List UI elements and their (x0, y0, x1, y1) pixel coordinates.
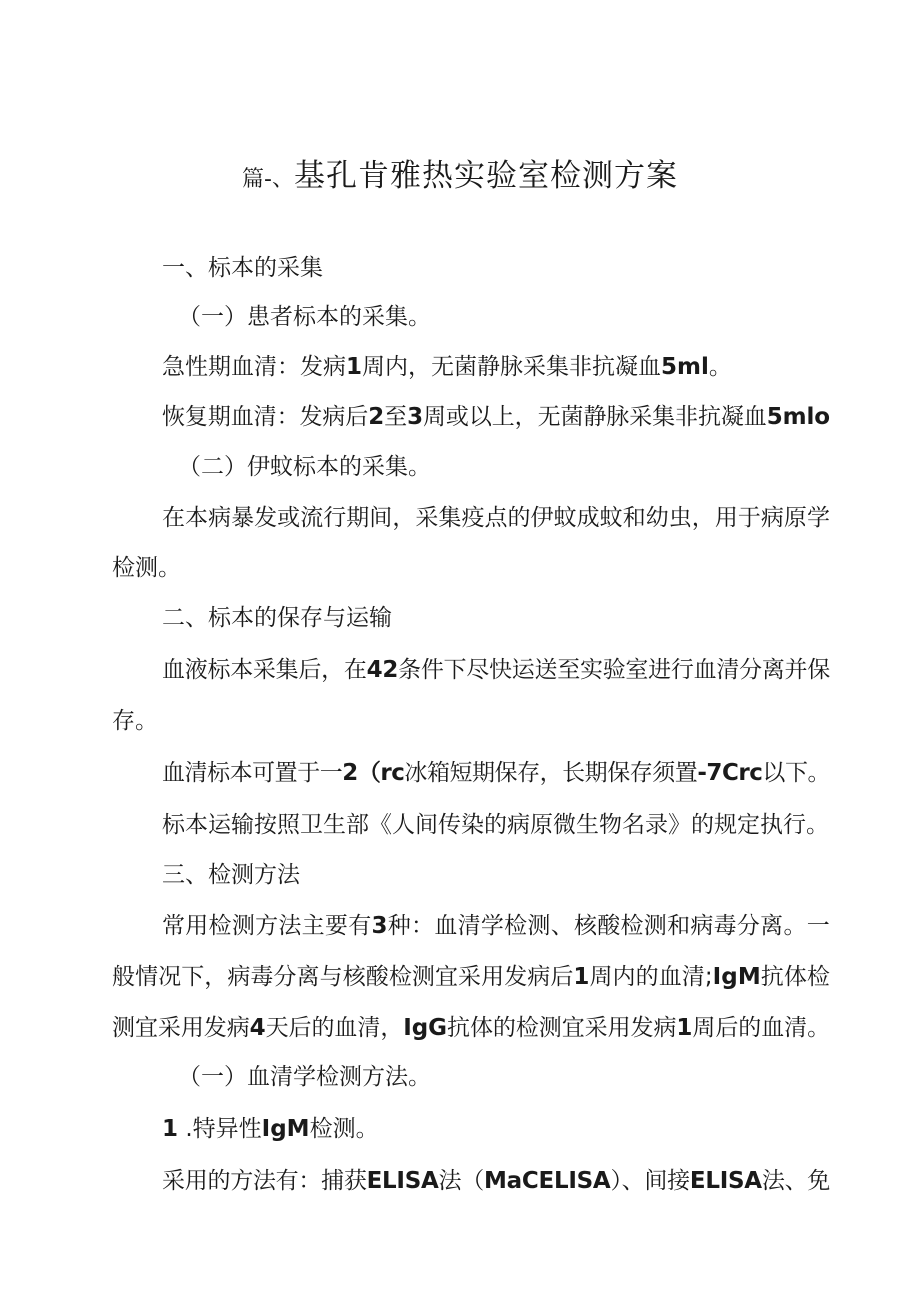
text-line (178, 1062, 431, 1092)
text-segment: 1 (162, 1116, 179, 1142)
text-segment: 常用检测方法主要有 (162, 913, 372, 939)
text-segment: 周或以上，无菌静脉采集非抗凝血 (423, 404, 767, 430)
text-segment: . (178, 1116, 193, 1142)
text-line (162, 758, 830, 788)
text-segment: 3 (371, 913, 388, 939)
text-segment: 特异性 (192, 1116, 262, 1142)
text-segment: 采用的方法有：捕获 (162, 1168, 367, 1194)
text-line (162, 402, 830, 432)
text-segment: 法、免 (761, 1168, 831, 1194)
text-segment: 天后的血清， (265, 1015, 404, 1041)
text-segment: 以下。 (762, 760, 831, 786)
text-line (162, 911, 830, 941)
text-segment: 1 (346, 354, 363, 380)
text-segment: 二、标本的保存与运输 (162, 605, 392, 631)
text-segment: （二）伊蚊标本的采集。 (178, 454, 431, 480)
text-segment: （一）血清学检测方法。 (178, 1064, 431, 1090)
text-segment: 标本运输按照卫生部《人间传染的病原微生物名录》的规定执行。 (162, 812, 829, 838)
text-segment: 存。 (112, 708, 158, 734)
text-segment: 测宜采用发病 (112, 1015, 250, 1041)
document-title (0, 150, 920, 195)
text-segment: 般情况下，病毒分离与核酸检测宜采用发病后 (112, 964, 574, 990)
text-segment: 三、检测方法 (162, 862, 300, 888)
text-segment: 抗体检 (760, 964, 830, 990)
text-segment: 冰箱短期保存，长期保存须置 (404, 760, 698, 786)
text-segment: 1 (676, 1015, 693, 1041)
text-segment: （一）患者标本的采集。 (178, 304, 431, 330)
text-segment: 急性期血清：发病 (162, 354, 346, 380)
text-line (162, 1166, 830, 1196)
text-segment: 1 (573, 964, 590, 990)
text-segment: 恢复期血清：发病后 (162, 404, 369, 430)
text-segment: 至 (384, 404, 408, 430)
text-line (162, 1114, 379, 1144)
text-line (162, 503, 830, 533)
text-line (162, 253, 323, 283)
text-segment: ELISA (366, 1168, 439, 1194)
text-segment: 血清标本可置于一 (162, 760, 343, 786)
text-segment: ）、间接 (610, 1168, 690, 1194)
text-segment: 检测。 (112, 555, 181, 581)
text-segment: IgM (712, 964, 761, 990)
text-line (162, 352, 732, 382)
text-segment: 2 (368, 404, 385, 430)
text-segment: 3 (407, 404, 423, 430)
text-segment: 法（ (438, 1168, 485, 1194)
text-segment: ELISA (689, 1168, 762, 1194)
text-segment: 条件下尽快运送至实验室进行血清分离并保 (398, 657, 831, 683)
text-segment: 5ml (661, 354, 709, 380)
text-segment: 周后的血清。 (692, 1015, 831, 1041)
text-segment: 。 (708, 354, 732, 380)
text-segment: 4 (249, 1015, 266, 1041)
text-line (178, 452, 431, 482)
text-line (162, 810, 829, 840)
text-segment: 一、标本的采集 (162, 255, 323, 281)
text-line (162, 655, 830, 685)
text-segment: 抗体的检测宜采用发病 (447, 1015, 677, 1041)
text-segment: IgM (261, 1116, 310, 1142)
text-segment: MaCELISA (484, 1168, 611, 1194)
text-segment: 周内的血清; (589, 964, 713, 990)
text-line (162, 603, 392, 633)
text-segment: 2（rc (342, 760, 405, 786)
text-segment: 种：血清学检测、核酸检测和病毒分离。一 (387, 913, 830, 939)
title-main: 基孔肯雅热实验室检测方案 (293, 158, 678, 194)
text-line (112, 1013, 830, 1043)
text-segment: IgG (403, 1015, 447, 1041)
text-segment: 血液标本采集后，在 (162, 657, 367, 683)
text-line (112, 706, 158, 736)
title-prefix: 篇-、 (242, 167, 294, 192)
text-segment: 在本病暴发或流行期间，采集疫点的伊蚊成蚊和幼虫，用于病原学 (162, 505, 830, 531)
text-line (112, 553, 181, 583)
text-segment: 5mlo (766, 404, 831, 430)
text-segment: 检测。 (309, 1116, 379, 1142)
text-segment: 42 (366, 657, 399, 683)
text-line (162, 860, 300, 890)
text-line (178, 302, 431, 332)
text-segment: 周内，无菌静脉采集非抗凝血 (362, 354, 662, 380)
text-segment: -7Crc (697, 760, 763, 786)
text-line (112, 962, 830, 992)
